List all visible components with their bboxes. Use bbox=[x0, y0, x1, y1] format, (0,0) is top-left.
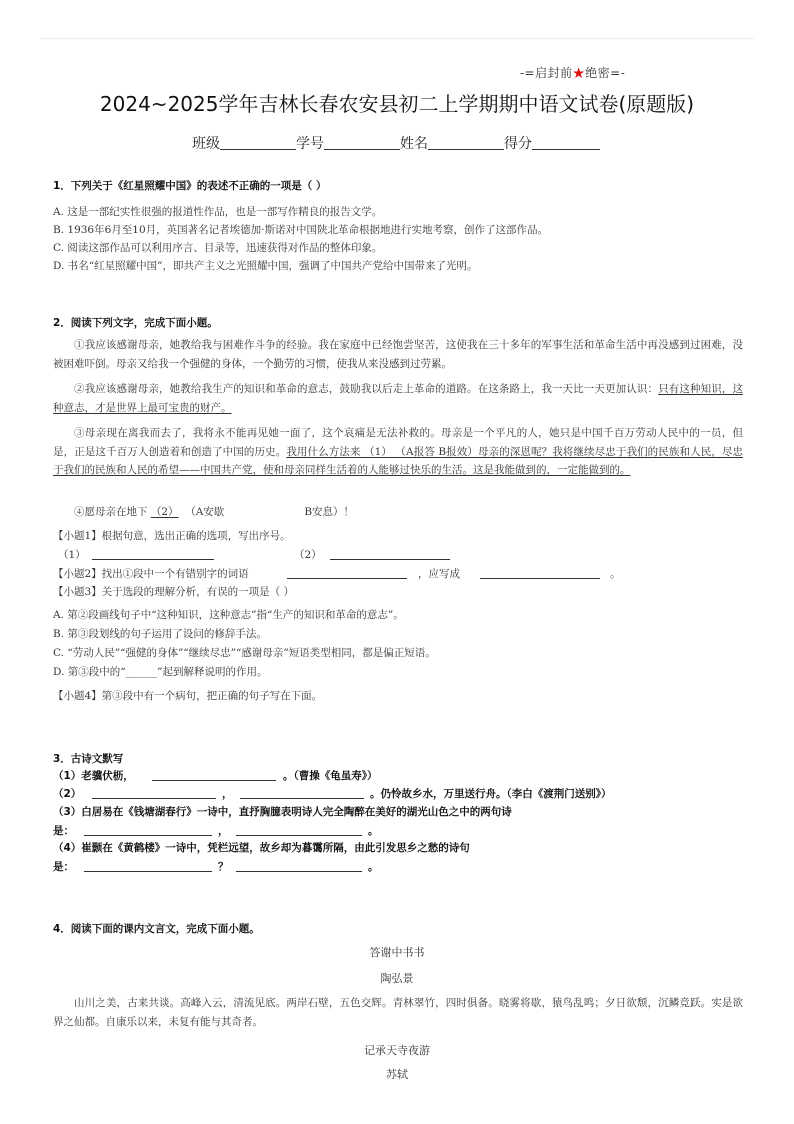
text-2-title: 记承天寺夜游 bbox=[364, 1044, 430, 1057]
poem-line-2-source: 。仍怜故乡水，万里送行舟。（李白《渡荆门送别》） bbox=[370, 788, 612, 800]
paragraph-2-text: ②我应该感谢母亲，她教给我生产的知识和革命的意志，鼓励我以后走上革命的道路。在这条路上，我一天比一天更加认识： bbox=[74, 383, 659, 395]
poem-item-4-field-1[interactable] bbox=[84, 859, 212, 872]
subquestion-3-option-a[interactable]: A. 第②段画线句子中“这种知识，这种意志”指“生产的知识和革命的意志”。 bbox=[53, 609, 404, 621]
paragraph-2-underlined-sentence: 只有这种知识，这种意志，才是世界上最可宝贵的财产。 bbox=[53, 383, 744, 414]
poem-line-1-field[interactable] bbox=[152, 768, 276, 781]
question-2-stem: 2．阅读下列文字，完成下面小题。 bbox=[53, 317, 218, 329]
poem-line-2-field-1[interactable] bbox=[92, 786, 216, 799]
subquestion-1: 【小题1】根据句意，选出正确的选项，写出序号。 bbox=[53, 530, 291, 542]
page-title: 2024~2025学年吉林长春农安县初二上学期期中语文试卷(原题版) bbox=[99, 92, 695, 116]
paragraph-4-text: ④愿母亲在地下 bbox=[74, 506, 148, 518]
page-top-rule bbox=[40, 38, 754, 39]
option-d-prefix: D. 第③段中的“ bbox=[53, 666, 126, 678]
poem-line-2-label: （2） bbox=[53, 788, 82, 800]
poem-line-2-field-2[interactable] bbox=[240, 786, 364, 799]
name-label: 姓名 bbox=[400, 136, 428, 152]
question-3-stem: 3．古诗文默写 bbox=[53, 753, 124, 765]
option-d-blank: ______ bbox=[125, 666, 158, 678]
poem-item-3-period: 。 bbox=[368, 825, 379, 837]
text-1-body: 山川之美，古来共谈。高峰入云，清流见底。两岸石壁，五色交辉。青林翠竹，四时俱备。晓雾将歇，猿鸟乱鸣；夕日欲颓，沉鳞竞跃。实是欲界之仙都。自康乐以来，未复有能与其奇者。 bbox=[53, 997, 743, 1028]
student-info-line bbox=[192, 133, 600, 153]
subquestion-3-option-b[interactable]: B. 第③段划线的句子运用了设问的修辞手法。 bbox=[53, 628, 267, 640]
poem-item-3-field-2[interactable] bbox=[236, 823, 362, 836]
poem-line-1-source: 。（曹操《龟虽寿》） bbox=[283, 770, 378, 782]
student-id-field[interactable] bbox=[324, 135, 400, 150]
question-1-option-a[interactable]: A. 这是一部纪实性很强的报道性作品，也是一部写作精良的报告文学。 bbox=[53, 206, 383, 218]
text-1-author: 陶弘景 bbox=[380, 972, 414, 985]
student-id-label: 学号 bbox=[296, 136, 324, 152]
text-1-title: 答谢中书书 bbox=[369, 946, 425, 959]
poem-item-4-is: 是： bbox=[53, 861, 74, 873]
paragraph-3-text: ③母亲现在离我而去了，我将永不能再见她一面了，这个哀痛是无法补救的。母亲是一个平凡的人，她只是中国千百万劳动人民中的一员，但是，正是这千百万人创造着和创造了中国的历史。 bbox=[53, 427, 743, 458]
subquestion-2-should-be: ，应写成 bbox=[418, 568, 460, 580]
confidential-seal bbox=[520, 64, 625, 81]
paragraph-3-underlined-sentence: 我用什么方法来 （1） （A报答 B报效）母亲的深恩呢？我将继续尽忠于我们的民族和人民，尽忠于我们的民族和人民的希望——中国共产党，使和母亲同样生活着的人能够过快乐的生活。这是我能做到的，一定能做到的。 bbox=[53, 445, 744, 476]
class-field[interactable] bbox=[220, 135, 296, 150]
subquestion-2-period: 。 bbox=[610, 568, 621, 580]
blank-2-marker: （2） bbox=[150, 506, 179, 518]
subquestion-2-text: 【小题2】找出①段中一个有错别字的词语 bbox=[53, 568, 249, 580]
seal-right-text: 绝密=- bbox=[585, 66, 626, 80]
score-field[interactable] bbox=[532, 135, 600, 150]
poem-item-4-period: 。 bbox=[368, 861, 379, 873]
subquestion-3-option-d[interactable] bbox=[53, 665, 267, 679]
option-d-suffix: ”起到解释说明的作用。 bbox=[157, 666, 268, 678]
poem-line-2-comma: ， bbox=[222, 788, 233, 800]
poem-item-4-question-mark: ？ bbox=[218, 861, 229, 873]
subquestion-1-answer-2-label: （2） bbox=[294, 549, 322, 561]
class-label: 班级 bbox=[192, 136, 220, 152]
question-1-stem: 1．下列关于《红星照耀中国》的表述不正确的一项是（ ） bbox=[53, 180, 327, 192]
poem-item-4-field-2[interactable] bbox=[236, 859, 362, 872]
subquestion-1-answer-2-field[interactable] bbox=[330, 547, 450, 560]
subquestion-4: 【小题4】第③段中有一个病句，把正确的句子写在下面。 bbox=[53, 690, 323, 702]
subquestion-1-answer-1-field[interactable] bbox=[92, 547, 214, 560]
option-b-rest: B安息）！ bbox=[304, 506, 355, 518]
poem-item-3-field-1[interactable] bbox=[84, 823, 212, 836]
subquestion-1-answer-1-label: （1） bbox=[58, 549, 86, 561]
option-a-rest: （A安歇 bbox=[185, 506, 225, 518]
passage-paragraph-3 bbox=[53, 424, 743, 480]
poem-line-1-text: （1）老骥伏枥， bbox=[53, 770, 134, 782]
question-1-option-c[interactable]: C. 阅读这部作品可以利用序言、目录等，迅速获得对作品的整体印象。 bbox=[53, 242, 383, 254]
passage-paragraph-4 bbox=[74, 505, 354, 519]
question-1-option-b[interactable]: B. 1936年6月至10月，英国著名记者埃德加·斯诺对中国陕北革命根据地进行实地考察，创作了这部作品。 bbox=[53, 224, 548, 236]
subquestion-2-wrong-word-field[interactable] bbox=[287, 566, 407, 579]
score-label: 得分 bbox=[504, 136, 532, 152]
subquestion-2-correct-word-field[interactable] bbox=[480, 566, 600, 579]
question-4-stem: 4．阅读下面的课内文言文，完成下面小题。 bbox=[53, 923, 260, 935]
seal-left-text: -=启封前 bbox=[520, 66, 573, 80]
name-field[interactable] bbox=[428, 135, 504, 150]
star-icon: ★ bbox=[572, 66, 586, 80]
text-2-author: 苏轼 bbox=[386, 1068, 408, 1081]
question-1-option-d[interactable]: D. 书名“红星照耀中国”，即共产主义之光照耀中国，强调了中国共产党给中国带来了光明。 bbox=[53, 260, 478, 272]
poem-item-3-comma: ， bbox=[218, 825, 229, 837]
poem-item-3-is: 是： bbox=[53, 825, 74, 837]
passage-paragraph-2 bbox=[53, 380, 743, 417]
poem-item-3-prompt: （3）白居易在《钱塘湖春行》一诗中，直抒胸臆表明诗人完全陶醉在美好的湖光山色之中的两句诗 bbox=[53, 806, 512, 818]
subquestion-3-option-c[interactable]: C. “劳动人民”“强健的身体”“继续尽忠”“感谢母亲”短语类型相同，都是偏正短语。 bbox=[53, 647, 436, 659]
subquestion-3: 【小题3】关于选段的理解分析，有误的一项是（ ） bbox=[53, 586, 295, 598]
poem-item-4-prompt: （4）崔颢在《黄鹤楼》一诗中，凭栏远望，故乡却为暮霭所隔，由此引发思乡之愁的诗句 bbox=[53, 842, 470, 854]
passage-paragraph-1: ①我应该感谢母亲，她教给我与困难作斗争的经验。我在家庭中已经饱尝坚苦，这使我在三十多年的军事生活和革命生活中再没感到过困难，没被困难吓倒。母亲又给我一个强健的身体，一个勤劳的习惯，使我从来没感到过劳累。 bbox=[53, 339, 743, 370]
